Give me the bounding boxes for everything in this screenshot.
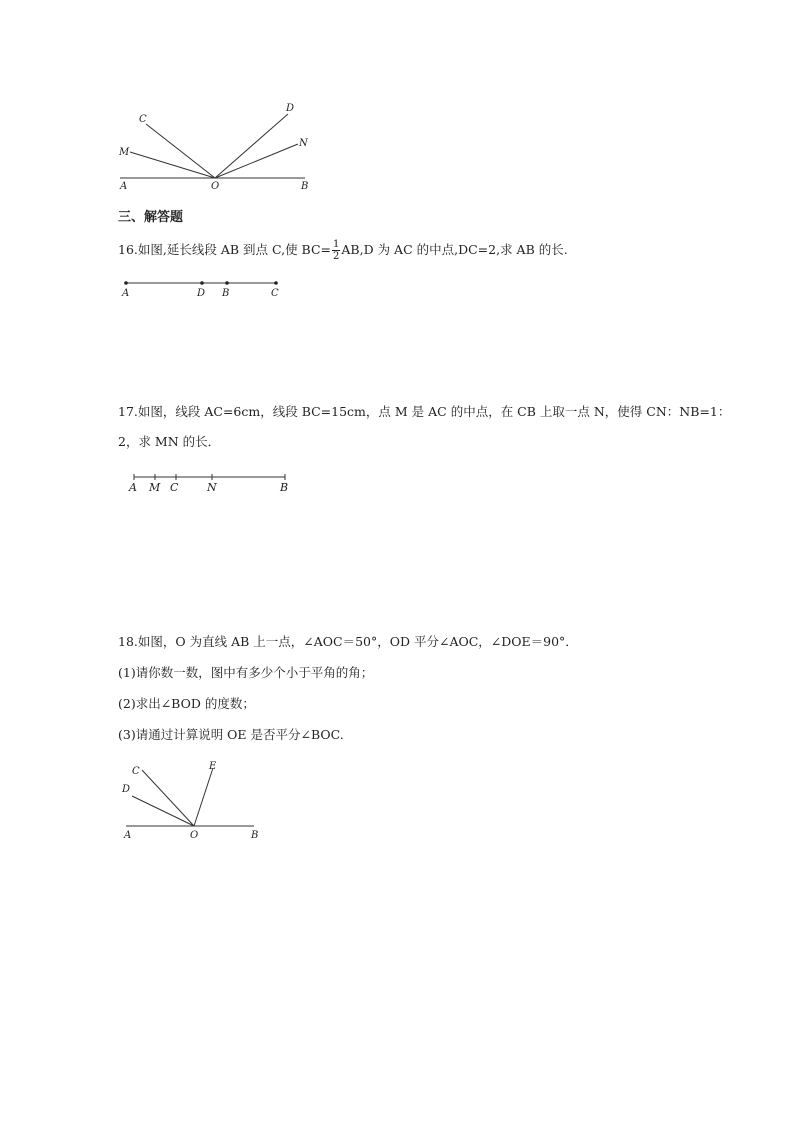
label-b: B [222, 288, 230, 298]
label-a: A [124, 830, 132, 841]
ray-od [132, 796, 194, 826]
label-b: B [280, 481, 289, 494]
label-n: N [299, 138, 308, 149]
ray-oc [142, 770, 194, 826]
q16-frac-num: 1 [333, 239, 340, 250]
q17-line1: 17.如图，线段 AC=6cm，线段 BC=15cm，点 M 是 AC 的中点，在 CB 上取一点 N，使得 CN：NB=1： [118, 404, 731, 419]
point-c [274, 281, 278, 285]
ray-on [215, 144, 298, 178]
point-b [225, 281, 229, 285]
label-n: N [207, 481, 217, 494]
figure-15 [110, 98, 320, 194]
q18-line1: 18.如图，O 为直线 AB 上一点，∠AOC＝50°，OD 平分∠AOC，∠DOE＝90°． [118, 634, 578, 649]
label-c: C [271, 288, 279, 298]
label-m: M [119, 147, 130, 158]
label-e: E [209, 761, 217, 772]
label-o: O [211, 181, 220, 192]
point-a [124, 281, 128, 285]
label-d: D [197, 288, 206, 298]
figure-17 [124, 468, 300, 494]
q16-text-before: 16.如图,延长线段 AB 到点 C,使 BC= [118, 242, 332, 257]
figure-18 [116, 758, 272, 844]
q16-frac-den: 2 [333, 251, 340, 262]
q18-line2: (1)请你数一数，图中有多少个小于平角的角； [118, 665, 374, 680]
figure-15-svg [110, 98, 320, 194]
label-d: D [122, 784, 131, 795]
q16-fraction [332, 239, 340, 262]
figure-16 [116, 274, 296, 298]
label-m: M [149, 481, 161, 494]
ray-oc [146, 124, 215, 178]
label-d: D [286, 103, 295, 114]
point-d [200, 281, 204, 285]
figure-18-svg [116, 758, 272, 844]
label-a: A [122, 288, 130, 298]
label-b: B [301, 181, 309, 192]
figure-16-svg [116, 274, 296, 298]
q16-text-after: AB,D 为 AC 的中点,DC=2,求 AB 的长. [341, 242, 568, 257]
label-o: O [190, 830, 199, 841]
label-c: C [170, 481, 179, 494]
ray-oe [194, 768, 213, 826]
figure-17-svg [124, 468, 300, 494]
ray-od [215, 114, 288, 178]
ray-om [130, 152, 215, 178]
q17-line2: 2，求 MN 的长． [118, 434, 221, 449]
section-title: 三、解答题 [118, 210, 184, 225]
q16-text [118, 236, 568, 264]
q18-line3: (2)求出∠BOD 的度数； [118, 696, 255, 711]
q18-line4: (3)请通过计算说明 OE 是否平分∠BOC. [118, 727, 344, 742]
label-b: B [251, 830, 259, 841]
label-a: A [120, 181, 128, 192]
label-a: A [129, 481, 137, 494]
label-c: C [132, 766, 140, 777]
label-c: C [139, 114, 147, 125]
